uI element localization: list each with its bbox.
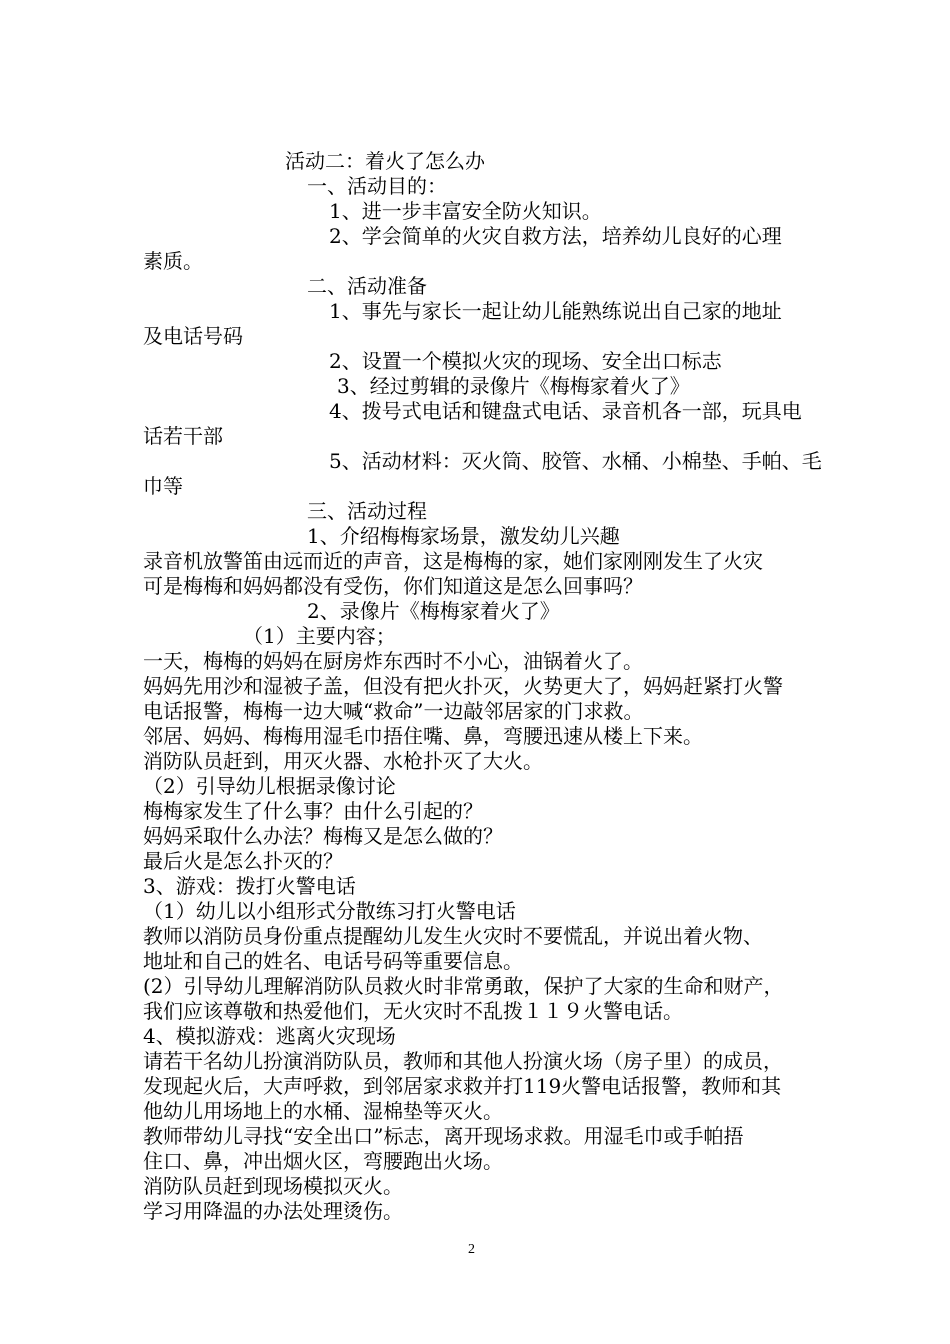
paragraph-line: 妈妈采取什么办法？梅梅又是怎么做的？ bbox=[143, 824, 503, 848]
paragraph-line: 发现起火后，大声呼救，到邻居家求救并打119火警电话报警，教师和其 bbox=[143, 1074, 782, 1098]
paragraph-line: 我们应该尊敬和热爱他们，无火灾时不乱拨１１９火警电话。 bbox=[143, 999, 683, 1023]
paragraph-line: 住口、鼻，冲出烟火区，弯腰跑出火场。 bbox=[143, 1149, 503, 1173]
goal-item-2-continued: 素质。 bbox=[143, 249, 203, 273]
goal-item-2: 2、学会简单的火灾自救方法，培养幼儿良好的心理 bbox=[329, 224, 782, 248]
page-number: 2 bbox=[468, 1242, 475, 1257]
sub-heading-practice: （1）幼儿以小组形式分散练习打火警电话 bbox=[143, 899, 516, 923]
paragraph-line: 请若干名幼儿扮演消防队员，教师和其他人扮演火场（房子里）的成员， bbox=[143, 1049, 783, 1073]
heading-activity-process: 三、活动过程 bbox=[307, 499, 427, 523]
process-step-3: 3、游戏：拨打火警电话 bbox=[143, 874, 356, 898]
prep-item-5-continued: 巾等 bbox=[143, 474, 183, 498]
process-step-4: 4、模拟游戏：逃离火灾现场 bbox=[143, 1024, 396, 1048]
paragraph-line: 地址和自己的姓名、电话号码等重要信息。 bbox=[143, 949, 523, 973]
paragraph-line: 妈妈先用沙和湿被子盖，但没有把火扑灭，火势更大了，妈妈赶紧打火警 bbox=[143, 674, 783, 698]
prep-item-1: 1、事先与家长一起让幼儿能熟练说出自己家的地址 bbox=[329, 299, 782, 323]
prep-item-4-continued: 话若干部 bbox=[143, 424, 223, 448]
prep-item-3: 3、经过剪辑的录像片《梅梅家着火了》 bbox=[337, 374, 690, 398]
paragraph-line: 梅梅家发生了什么事？由什么引起的？ bbox=[143, 799, 483, 823]
paragraph-line: 消防队员赶到，用灭火器、水枪扑灭了大火。 bbox=[143, 749, 543, 773]
paragraph-line: 学习用降温的办法处理烫伤。 bbox=[143, 1199, 403, 1223]
prep-item-5: 5、活动材料：灭火筒、胶管、水桶、小棉垫、手帕、毛 bbox=[329, 449, 822, 473]
paragraph-line: 消防队员赶到现场模拟灭火。 bbox=[143, 1174, 403, 1198]
heading-activity-goals: 一、活动目的： bbox=[307, 174, 447, 198]
paragraph-line: 教师以消防员身份重点提醒幼儿发生火灾时不要慌乱，并说出着火物、 bbox=[143, 924, 763, 948]
sub-heading-discussion: （2）引导幼儿根据录像讨论 bbox=[143, 774, 396, 798]
paragraph-line: 邻居、妈妈、梅梅用湿毛巾捂住嘴、鼻，弯腰迅速从楼上下来。 bbox=[143, 724, 703, 748]
paragraph-line: 录音机放警笛由远而近的声音，这是梅梅的家，她们家刚刚发生了火灾 bbox=[143, 549, 763, 573]
goal-item-1: 1、进一步丰富安全防火知识。 bbox=[329, 199, 602, 223]
section-title: 活动二：着火了怎么办 bbox=[285, 149, 485, 173]
paragraph-line: 一天，梅梅的妈妈在厨房炸东西时不小心，油锅着火了。 bbox=[143, 649, 643, 673]
prep-item-4: 4、拨号式电话和键盘式电话、录音机各一部，玩具电 bbox=[329, 399, 802, 423]
paragraph-line: 最后火是怎么扑灭的？ bbox=[143, 849, 343, 873]
paragraph-line: (2）引导幼儿理解消防队员救火时非常勇敢，保护了大家的生命和财产， bbox=[143, 974, 784, 998]
sub-heading-main-content: （1）主要内容； bbox=[243, 624, 396, 648]
prep-item-2: 2、设置一个模拟火灾的现场、安全出口标志 bbox=[329, 349, 722, 373]
process-step-2: 2、录像片《梅梅家着火了》 bbox=[307, 599, 560, 623]
prep-item-1-continued: 及电话号码 bbox=[143, 324, 243, 348]
paragraph-line: 他幼儿用场地上的水桶、湿棉垫等灭火。 bbox=[143, 1099, 503, 1123]
heading-activity-prep: 二、活动准备 bbox=[307, 274, 427, 298]
paragraph-line: 电话报警，梅梅一边大喊“救命”一边敲邻居家的门求救。 bbox=[143, 699, 644, 723]
process-step-1: 1、介绍梅梅家场景，激发幼儿兴趣 bbox=[307, 524, 620, 548]
paragraph-line: 教师带幼儿寻找“安全出口”标志，离开现场求救。用湿毛巾或手帕捂 bbox=[143, 1124, 744, 1148]
paragraph-line: 可是梅梅和妈妈都没有受伤，你们知道这是怎么回事吗？ bbox=[143, 574, 643, 598]
